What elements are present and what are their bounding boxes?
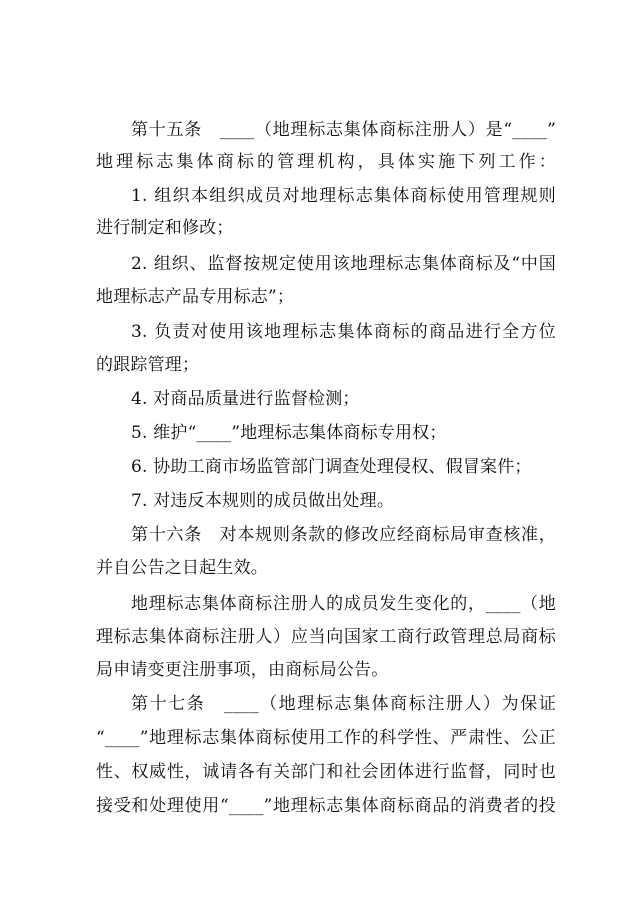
article-17-line-1: 第十七条 ____（地理标志集体商标注册人）为保证: [131, 694, 556, 714]
member-change-line-1: 地理标志集体商标注册人的成员发生变化的，____（地: [131, 594, 556, 614]
member-change-line-2: 理标志集体商标注册人）应当向国家工商行政管理总局商标: [96, 627, 556, 647]
item-7-line: 7. 对违反本规则的成员做出处理。: [131, 491, 395, 511]
item-1-line-2: 进行制定和修改；: [96, 218, 234, 238]
item-3-line-2: 的跟踪管理；: [96, 355, 200, 375]
article-16-line-2: 并自公告之日起生效。: [96, 558, 268, 578]
article-15-line-2: 地理标志集体商标的管理机构，具体实施下列工作：: [96, 152, 556, 172]
article-17-line-3: 性、权威性，诚请各有关部门和社会团体进行监督，同时也: [96, 762, 556, 782]
member-change-line-3: 局申请变更注册事项，由商标局公告。: [96, 660, 389, 680]
item-2-line-2: 地理标志产品专用标志”；: [96, 287, 295, 307]
item-5-line: 5. 维护“____”地理标志集体商标专用权；: [131, 423, 447, 443]
item-3-line-1: 3. 负责对使用该地理标志集体商标的商品进行全方位: [131, 322, 556, 342]
article-15-line-1: 第十五条 ____（地理标志集体商标注册人）是“____”: [131, 120, 556, 140]
item-4-line: 4. 对商品质量进行监督检测；: [131, 389, 360, 409]
item-2-line-1: 2. 组织、监督按规定使用该地理标志集体商标及“中国: [131, 254, 556, 274]
article-17-line-4: 接受和处理使用“____”地理标志集体商标商品的消费者的投: [96, 796, 556, 816]
article-16-line-1: 第十六条 对本规则条款的修改应经商标局审查核准，: [131, 525, 556, 545]
item-1-line-1: 1. 组织本组织成员对地理标志集体商标使用管理规则: [131, 186, 556, 206]
article-17-line-2: “____”地理标志集体商标使用工作的科学性、严肃性、公正: [96, 728, 556, 748]
item-6-line: 6. 协助工商市场监管部门调查处理侵权、假冒案件；: [131, 457, 532, 477]
